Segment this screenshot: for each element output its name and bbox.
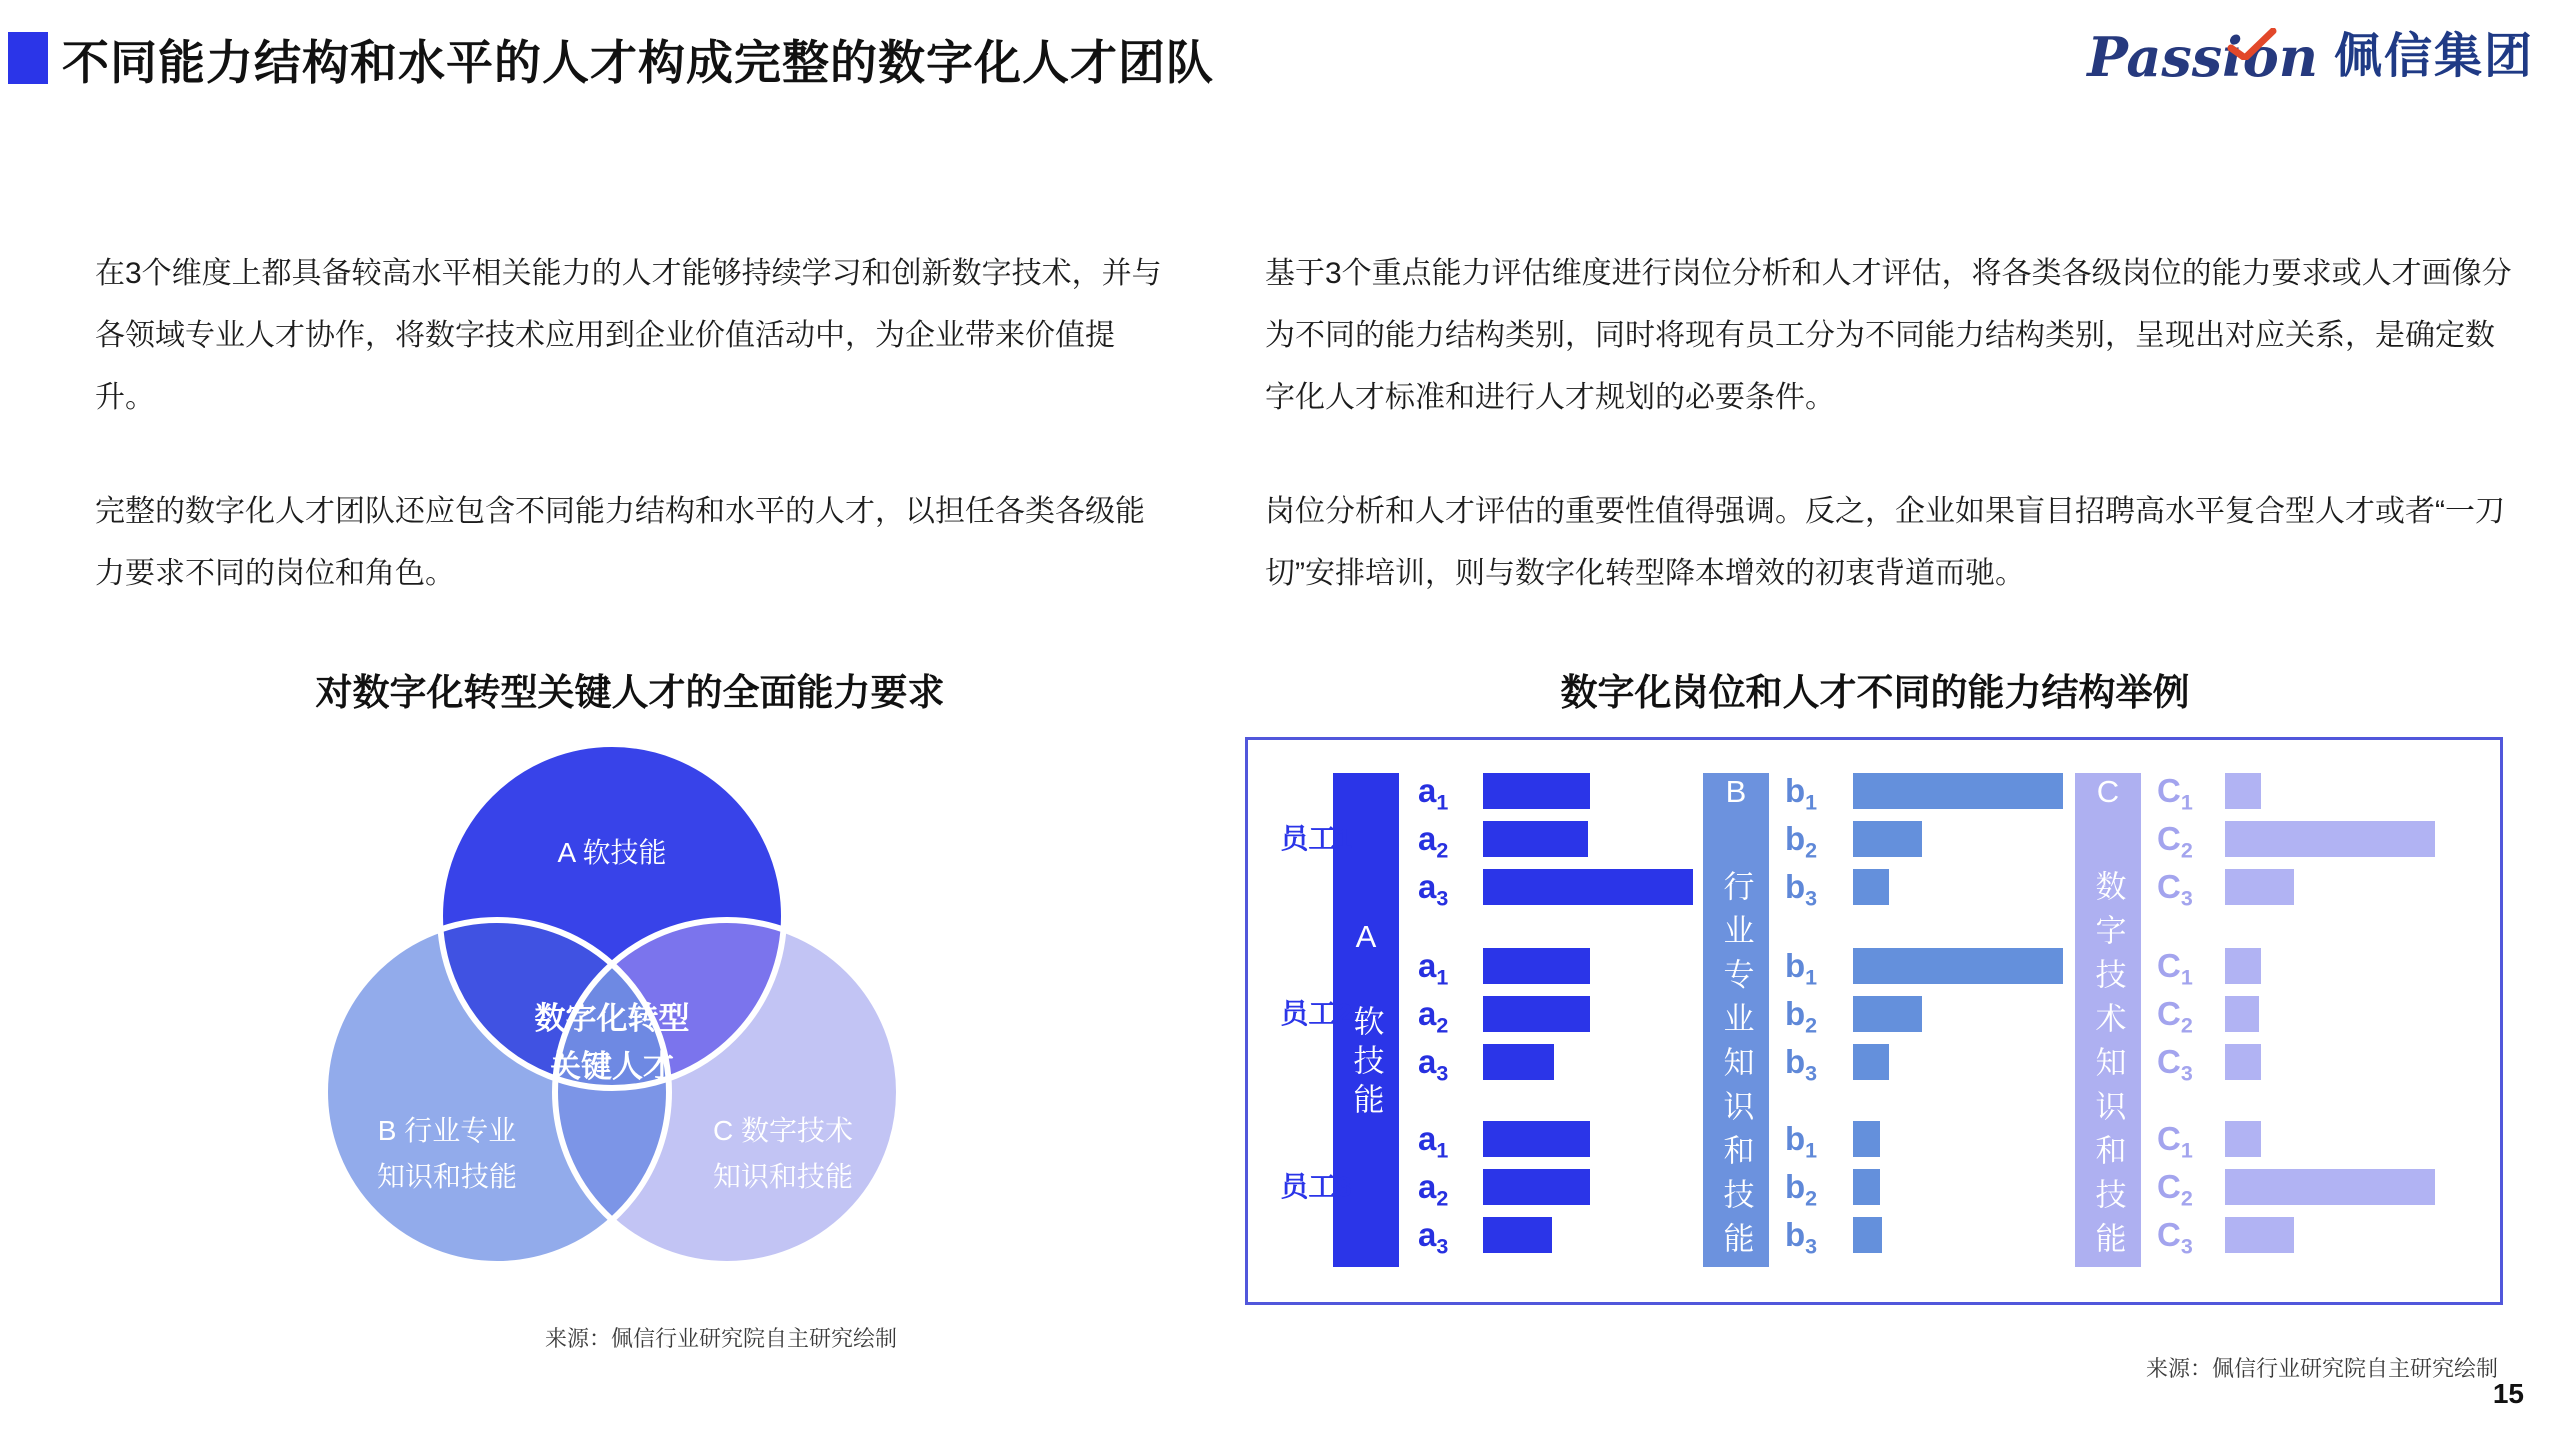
bar [1853,1121,1880,1157]
bar [2225,821,2435,857]
venn-label-a: A 软技能 [557,837,667,868]
venn-label-b-line2: 知识和技能 [376,1161,518,1192]
dimension-strip-b: B 行业专业知识和技能 [1703,773,1769,1267]
logo-company-name: 佩信集团 [2333,30,2534,83]
paragraph: 完整的数字化人才团队还应包含不同能力结构和水平的人才，以担任各类各级能力要求不同的岗位和角色。 [95,495,1145,590]
bar [1483,1044,1554,1080]
bar-label: $a_2$ [1418,820,1449,863]
bar [1483,773,1590,809]
bar-label: $a_2$ [1418,1168,1449,1211]
paragraph: 基于3个重点能力评估维度进行岗位分析和人才评估，将各类各级岗位的能力要求或人才画像分为不同的能力结构类别，同时将现有员工分为不同能力结构类别，呈现出对应关系，是确定数字化人才标准和进行人才规划的必要条件。 [1265,257,2512,414]
source-note-left: 来源：佩信行业研究院自主研究绘制 [545,1326,898,1351]
bar [1483,1121,1590,1157]
bar-label: $a_1$ [1418,1120,1449,1163]
bar [1853,821,1922,857]
bar [2225,996,2259,1032]
bar-label: $b_1$ [1785,1120,1818,1163]
bar [1483,821,1588,857]
venn-label-c-line1: C 数字技术 [712,1115,854,1146]
venn-label-b-line1: B 行业专业 [377,1115,517,1146]
bar [2225,948,2261,984]
bar-label: $b_3$ [1785,1043,1818,1086]
bar-label: $a_2$ [1418,995,1449,1038]
bar-label: $a_3$ [1418,1043,1449,1086]
bar [1483,1217,1552,1253]
venn-title: 对数字化转型关键人才的全面能力要求 [315,672,945,713]
bar [2225,773,2261,809]
bar-label: $C_1$ [2157,1120,2193,1163]
bar [1483,869,1693,905]
venn-diagram [325,742,899,1266]
employee-label: 员工3 [1280,1171,1352,1202]
venn-center-line2: 关键人才 [550,1049,674,1084]
bar-label: $C_2$ [2157,995,2193,1038]
bar [1483,1169,1590,1205]
bar-label: $a_3$ [1418,868,1449,911]
bar [1853,1169,1880,1205]
bar-label: $a_3$ [1418,1216,1449,1259]
bar [1853,1044,1889,1080]
bar [1853,1217,1882,1253]
bar [1853,948,2063,984]
bar-label: $C_2$ [2157,820,2193,863]
venn-center-line1: 数字化转型 [534,1001,690,1036]
bar-label: $C_3$ [2157,1216,2193,1259]
bar [2225,1169,2435,1205]
bar [2225,869,2294,905]
bar-label: $b_3$ [1785,1216,1818,1259]
bar-chart-title: 数字化岗位和人才不同的能力结构举例 [1560,672,2190,713]
bar-label: $b_2$ [1785,1168,1818,1211]
intro-right-column [1265,243,2520,605]
ability-structure-panel [1245,737,2503,1305]
paragraph: 岗位分析和人才评估的重要性值得强调。反之，企业如果盲目招聘高水平复合型人才或者“一刀切”安排培训，则与数字化转型降本增效的初衷背道而驰。 [1265,495,2505,590]
venn-label-c-line2: 知识和技能 [712,1161,854,1192]
page-title: 不同能力结构和水平的人才构成完整的数字化人才团队 [62,36,1214,89]
bar [2225,1217,2294,1253]
bar-label: $b_1$ [1785,772,1818,815]
intro-left-column [95,243,1165,605]
checkmark-icon [2226,14,2278,68]
bar-label: $C_3$ [2157,1043,2193,1086]
bar-label: $C_1$ [2157,947,2193,990]
bar-label: $a_1$ [1418,947,1449,990]
bar-label: $b_1$ [1785,947,1818,990]
bar [1483,948,1590,984]
bar-label: $C_1$ [2157,772,2193,815]
employee-label: 员工1 [1280,823,1352,854]
bar-label: $C_2$ [2157,1168,2193,1211]
logo-wordmark-text: Passion [2087,25,2318,89]
bar [1853,996,1922,1032]
bar-label: $b_2$ [1785,820,1818,863]
bar-label: $b_3$ [1785,868,1818,911]
title-accent-square [8,32,48,84]
bar-label: $a_1$ [1418,772,1449,815]
dimension-strip-a: A 软技能 [1333,773,1399,1267]
employee-label: 员工2 [1280,998,1352,1029]
source-note-right: 来源：佩信行业研究院自主研究绘制 [2145,1356,2498,1381]
paragraph: 在3个维度上都具备较高水平相关能力的人才能够持续学习和创新数字技术，并与各领域专业人才协作，将数字技术应用到企业价值活动中，为企业带来价值提升。 [95,257,1162,414]
dimension-strip-c: C 数字技术知识和技能 [2075,773,2141,1267]
bar [1483,996,1590,1032]
page-number: 15 [2492,1378,2524,1409]
bar-label: $C_3$ [2157,868,2193,911]
logo-wordmark [2087,25,2318,89]
bar [2225,1121,2261,1157]
bar [2225,1044,2261,1080]
bar [1853,869,1889,905]
bar [1853,773,2063,809]
bar-label: $b_2$ [1785,995,1818,1038]
company-logo [2087,25,2534,89]
